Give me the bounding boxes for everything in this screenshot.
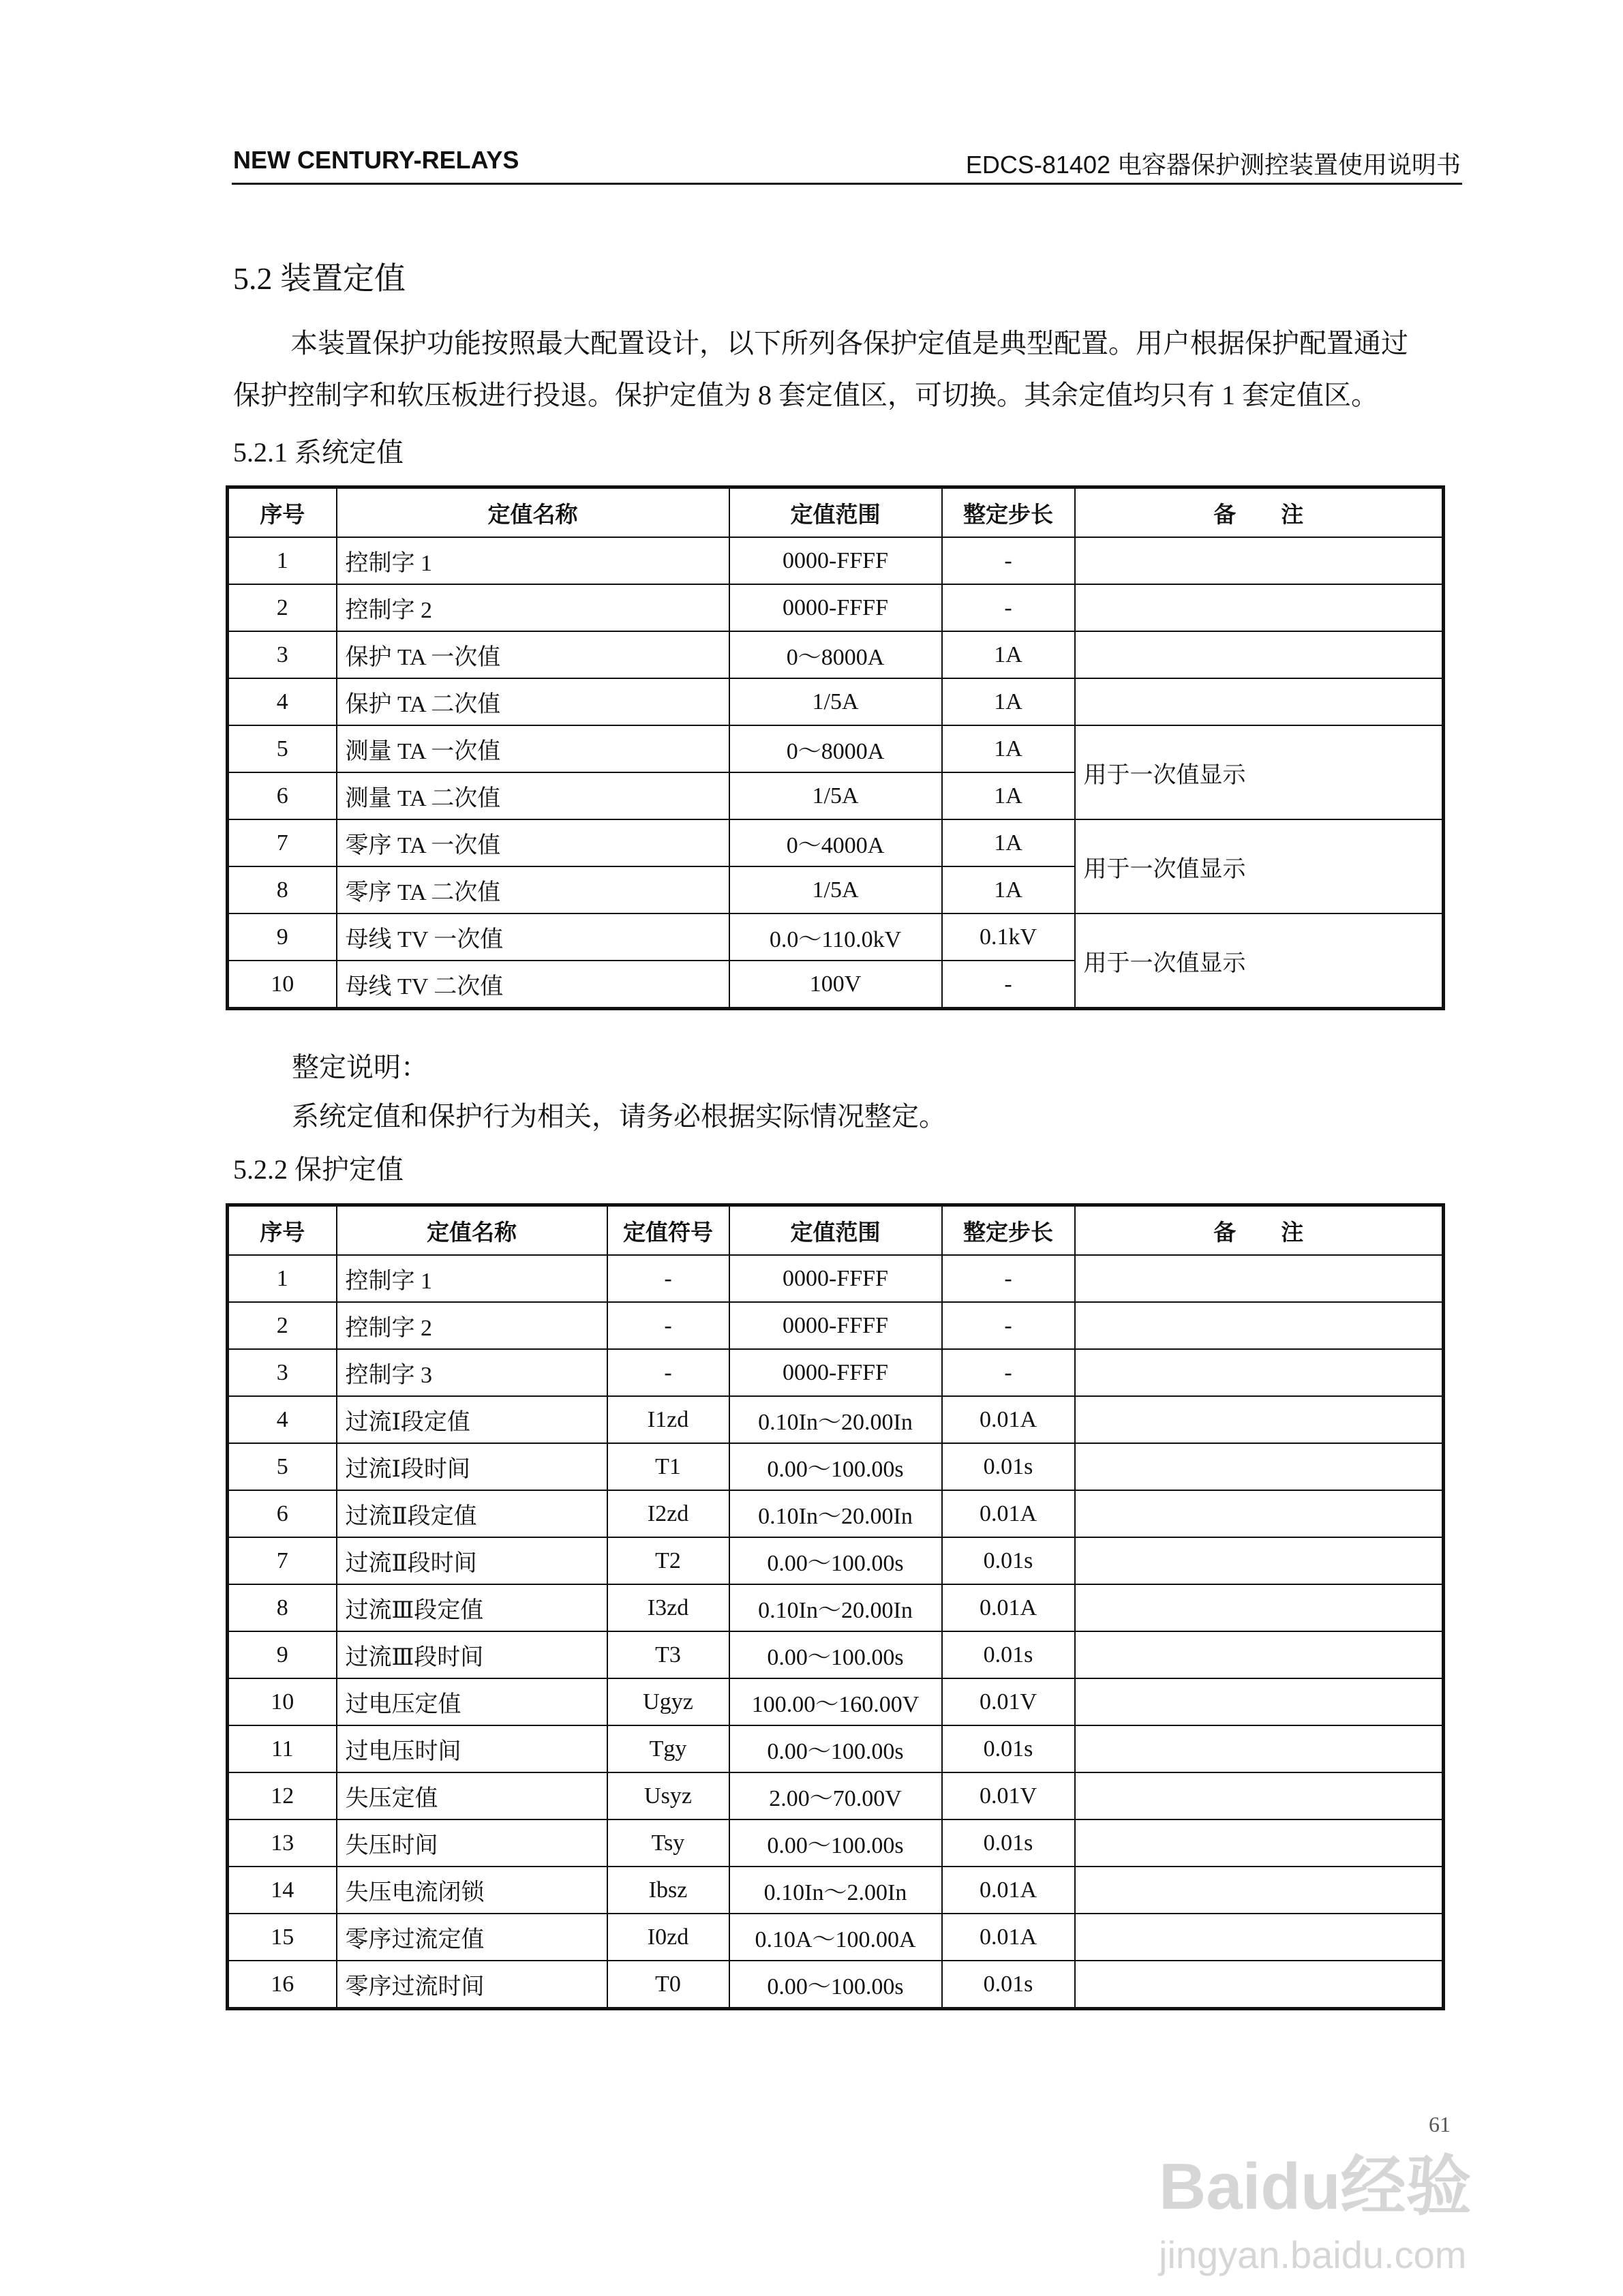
column-header: 序号	[228, 1205, 337, 1256]
setting-note	[1075, 1443, 1444, 1490]
setting-range: 0.10In～20.00In	[729, 1490, 942, 1537]
setting-note	[1075, 1725, 1444, 1772]
setting-name: 零序过流时间	[337, 1961, 607, 2009]
table-row	[228, 631, 1444, 678]
setting-name: 失压定值	[337, 1772, 607, 1819]
setting-step: -	[942, 1349, 1075, 1396]
setting-name: 保护 TA 一次值	[337, 631, 729, 678]
column-header: 定值范围	[729, 1205, 942, 1256]
setting-symbol: I0zd	[607, 1914, 729, 1961]
setting-step: 0.01s	[942, 1443, 1075, 1490]
setting-note	[1075, 1490, 1444, 1537]
section-title: 5.2 装置定值	[233, 261, 406, 296]
setting-step: -	[942, 961, 1075, 1009]
setting-note	[1075, 1584, 1444, 1631]
table-row	[228, 1584, 1444, 1631]
row-number: 6	[228, 1490, 337, 1537]
setting-note: 用于一次值显示	[1075, 725, 1444, 819]
setting-symbol: Tsy	[607, 1819, 729, 1867]
table-row	[228, 819, 1444, 866]
setting-name: 过流Ⅰ段定值	[337, 1396, 607, 1443]
setting-range: 0.10In～2.00In	[729, 1867, 942, 1914]
row-number: 1	[228, 537, 337, 584]
page-number: 61	[1429, 2112, 1451, 2136]
setting-note	[1075, 1255, 1444, 1302]
row-number: 9	[228, 913, 337, 961]
setting-step: 1A	[942, 631, 1075, 678]
header-divider	[232, 183, 1462, 185]
setting-name: 过流Ⅲ段定值	[337, 1584, 607, 1631]
setting-step: 1A	[942, 819, 1075, 866]
remark-title: 整定说明：	[292, 1052, 428, 1083]
setting-step: 0.01s	[942, 1631, 1075, 1678]
setting-step: 1A	[942, 772, 1075, 819]
column-header: 定值符号	[607, 1205, 729, 1256]
setting-step: -	[942, 584, 1075, 631]
table-row	[228, 1819, 1444, 1867]
setting-name: 控制字 2	[337, 1302, 607, 1349]
row-number: 3	[228, 1349, 337, 1396]
setting-step: 1A	[942, 866, 1075, 913]
table-row	[228, 1443, 1444, 1490]
table-row	[228, 537, 1444, 584]
setting-range: 0000-FFFF	[729, 537, 942, 584]
row-number: 2	[228, 1302, 337, 1349]
setting-symbol: Usyz	[607, 1772, 729, 1819]
setting-range: 2.00～70.00V	[729, 1772, 942, 1819]
intro-line-2: 保护控制字和软压板进行投退。保护定值为 8 套定值区，可切换。其余定值均只有 1 套定值区。	[233, 380, 1378, 410]
setting-range: 0000-FFFF	[729, 1349, 942, 1396]
table-row	[228, 1349, 1444, 1396]
table-row	[228, 678, 1444, 725]
setting-note	[1075, 1537, 1444, 1584]
setting-name: 零序 TA 二次值	[337, 866, 729, 913]
header-doc-title: EDCS-81402 电容器保护测控装置使用说明书	[965, 151, 1461, 179]
column-header: 序号	[228, 487, 337, 538]
setting-note	[1075, 631, 1444, 678]
system-settings-table	[226, 485, 1445, 1010]
setting-symbol: Ibsz	[607, 1867, 729, 1914]
setting-step: 0.01A	[942, 1867, 1075, 1914]
table-row	[228, 1725, 1444, 1772]
table-row	[228, 1537, 1444, 1584]
setting-step: -	[942, 1302, 1075, 1349]
row-number: 14	[228, 1867, 337, 1914]
row-number: 5	[228, 725, 337, 772]
column-header: 备 注	[1075, 1205, 1444, 1256]
row-number: 15	[228, 1914, 337, 1961]
table-row	[228, 1961, 1444, 2009]
column-header: 定值范围	[729, 487, 942, 538]
setting-range: 0.0～110.0kV	[729, 913, 942, 961]
setting-symbol: Tgy	[607, 1725, 729, 1772]
setting-note	[1075, 1349, 1444, 1396]
setting-note	[1075, 584, 1444, 631]
setting-note	[1075, 1772, 1444, 1819]
setting-note	[1075, 1302, 1444, 1349]
setting-name: 控制字 1	[337, 1255, 607, 1302]
setting-range: 0～8000A	[729, 725, 942, 772]
setting-range: 0000-FFFF	[729, 1302, 942, 1349]
table-row	[228, 1302, 1444, 1349]
setting-name: 零序 TA 一次值	[337, 819, 729, 866]
subsection-title-system: 5.2.1 系统定值	[233, 437, 404, 468]
row-number: 16	[228, 1961, 337, 2009]
setting-symbol: -	[607, 1302, 729, 1349]
row-number: 4	[228, 678, 337, 725]
intro-line-1: 本装置保护功能按照最大配置设计，以下所列各保护定值是典型配置。用户根据保护配置通过	[290, 328, 1408, 359]
setting-step: 0.01s	[942, 1819, 1075, 1867]
setting-note	[1075, 1678, 1444, 1725]
setting-symbol: I2zd	[607, 1490, 729, 1537]
setting-range: 1/5A	[729, 866, 942, 913]
setting-name: 失压电流闭锁	[337, 1867, 607, 1914]
setting-note	[1075, 1867, 1444, 1914]
setting-step: 0.01s	[942, 1961, 1075, 2009]
setting-range: 0.00～100.00s	[729, 1537, 942, 1584]
subsection-title-protection: 5.2.2 保护定值	[233, 1154, 404, 1185]
setting-name: 测量 TA 二次值	[337, 772, 729, 819]
setting-range: 100.00～160.00V	[729, 1678, 942, 1725]
setting-step: 0.01s	[942, 1725, 1075, 1772]
row-number: 9	[228, 1631, 337, 1678]
setting-name: 母线 TV 二次值	[337, 961, 729, 1009]
row-number: 11	[228, 1725, 337, 1772]
row-number: 10	[228, 961, 337, 1009]
setting-symbol: I1zd	[607, 1396, 729, 1443]
table-row	[228, 1914, 1444, 1961]
setting-symbol: T2	[607, 1537, 729, 1584]
setting-range: 0.10In～20.00In	[729, 1396, 942, 1443]
setting-range: 1/5A	[729, 772, 942, 819]
setting-step: 0.1kV	[942, 913, 1075, 961]
setting-note	[1075, 678, 1444, 725]
setting-symbol: -	[607, 1255, 729, 1302]
row-number: 7	[228, 1537, 337, 1584]
setting-note	[1075, 1819, 1444, 1867]
setting-name: 失压时间	[337, 1819, 607, 1867]
setting-symbol: T0	[607, 1961, 729, 2009]
setting-note	[1075, 537, 1444, 584]
setting-step: 0.01A	[942, 1584, 1075, 1631]
row-number: 5	[228, 1443, 337, 1490]
table-row	[228, 584, 1444, 631]
setting-step: 0.01V	[942, 1678, 1075, 1725]
setting-symbol: I3zd	[607, 1584, 729, 1631]
baidu-watermark-logo: Baidu经验	[1159, 2150, 1472, 2223]
row-number: 10	[228, 1678, 337, 1725]
setting-range: 0.00～100.00s	[729, 1725, 942, 1772]
setting-note: 用于一次值显示	[1075, 913, 1444, 1009]
setting-name: 过流Ⅱ段时间	[337, 1537, 607, 1584]
setting-range: 0～4000A	[729, 819, 942, 866]
row-number: 4	[228, 1396, 337, 1443]
row-number: 3	[228, 631, 337, 678]
row-number: 7	[228, 819, 337, 866]
setting-name: 母线 TV 一次值	[337, 913, 729, 961]
setting-range: 0～8000A	[729, 631, 942, 678]
row-number: 8	[228, 866, 337, 913]
row-number: 13	[228, 1819, 337, 1867]
setting-note	[1075, 1396, 1444, 1443]
setting-note	[1075, 1914, 1444, 1961]
setting-name: 过电压定值	[337, 1678, 607, 1725]
table-row	[228, 1867, 1444, 1914]
row-number: 6	[228, 772, 337, 819]
setting-name: 测量 TA 一次值	[337, 725, 729, 772]
column-header: 定值名称	[337, 1205, 607, 1256]
setting-step: 0.01A	[942, 1490, 1075, 1537]
setting-symbol: T3	[607, 1631, 729, 1678]
setting-name: 过电压时间	[337, 1725, 607, 1772]
setting-name: 控制字 2	[337, 584, 729, 631]
row-number: 12	[228, 1772, 337, 1819]
setting-step: 1A	[942, 725, 1075, 772]
setting-symbol: Ugyz	[607, 1678, 729, 1725]
column-header: 定值名称	[337, 487, 729, 538]
setting-name: 控制字 1	[337, 537, 729, 584]
setting-name: 零序过流定值	[337, 1914, 607, 1961]
setting-note	[1075, 1631, 1444, 1678]
setting-name: 保护 TA 二次值	[337, 678, 729, 725]
protection-settings-table	[226, 1203, 1445, 2010]
table-row	[228, 1396, 1444, 1443]
setting-symbol: T1	[607, 1443, 729, 1490]
setting-note: 用于一次值显示	[1075, 819, 1444, 913]
setting-range: 0.00～100.00s	[729, 1961, 942, 2009]
setting-name: 过流Ⅲ段时间	[337, 1631, 607, 1678]
column-header: 整定步长	[942, 1205, 1075, 1256]
row-number: 2	[228, 584, 337, 631]
setting-step: -	[942, 1255, 1075, 1302]
setting-note	[1075, 1961, 1444, 2009]
baidu-watermark-url: jingyan.baidu.com	[1159, 2233, 1467, 2276]
setting-range: 0000-FFFF	[729, 1255, 942, 1302]
table-row	[228, 913, 1444, 961]
setting-name: 控制字 3	[337, 1349, 607, 1396]
table-row	[228, 1490, 1444, 1537]
column-header: 整定步长	[942, 487, 1075, 538]
setting-range: 0000-FFFF	[729, 584, 942, 631]
setting-step: 0.01V	[942, 1772, 1075, 1819]
table-row	[228, 725, 1444, 772]
setting-range: 0.10In～20.00In	[729, 1584, 942, 1631]
setting-range: 0.10A～100.00A	[729, 1914, 942, 1961]
setting-range: 100V	[729, 961, 942, 1009]
setting-step: 0.01A	[942, 1914, 1075, 1961]
setting-range: 0.00～100.00s	[729, 1443, 942, 1490]
setting-name: 过流Ⅰ段时间	[337, 1443, 607, 1490]
row-number: 1	[228, 1255, 337, 1302]
setting-step: 1A	[942, 678, 1075, 725]
column-header: 备 注	[1075, 487, 1444, 538]
setting-range: 1/5A	[729, 678, 942, 725]
setting-symbol: -	[607, 1349, 729, 1396]
table-row	[228, 1255, 1444, 1302]
setting-range: 0.00～100.00s	[729, 1819, 942, 1867]
table-row	[228, 1678, 1444, 1725]
setting-step: 0.01s	[942, 1537, 1075, 1584]
table-row	[228, 1631, 1444, 1678]
setting-range: 0.00～100.00s	[729, 1631, 942, 1678]
setting-step: 0.01A	[942, 1396, 1075, 1443]
setting-name: 过流Ⅱ段定值	[337, 1490, 607, 1537]
row-number: 8	[228, 1584, 337, 1631]
table-row	[228, 1772, 1444, 1819]
header-company: NEW CENTURY-RELAYS	[233, 146, 519, 174]
setting-step: -	[942, 537, 1075, 584]
remark-text: 系统定值和保护行为相关，请务必根据实际情况整定。	[292, 1101, 946, 1132]
